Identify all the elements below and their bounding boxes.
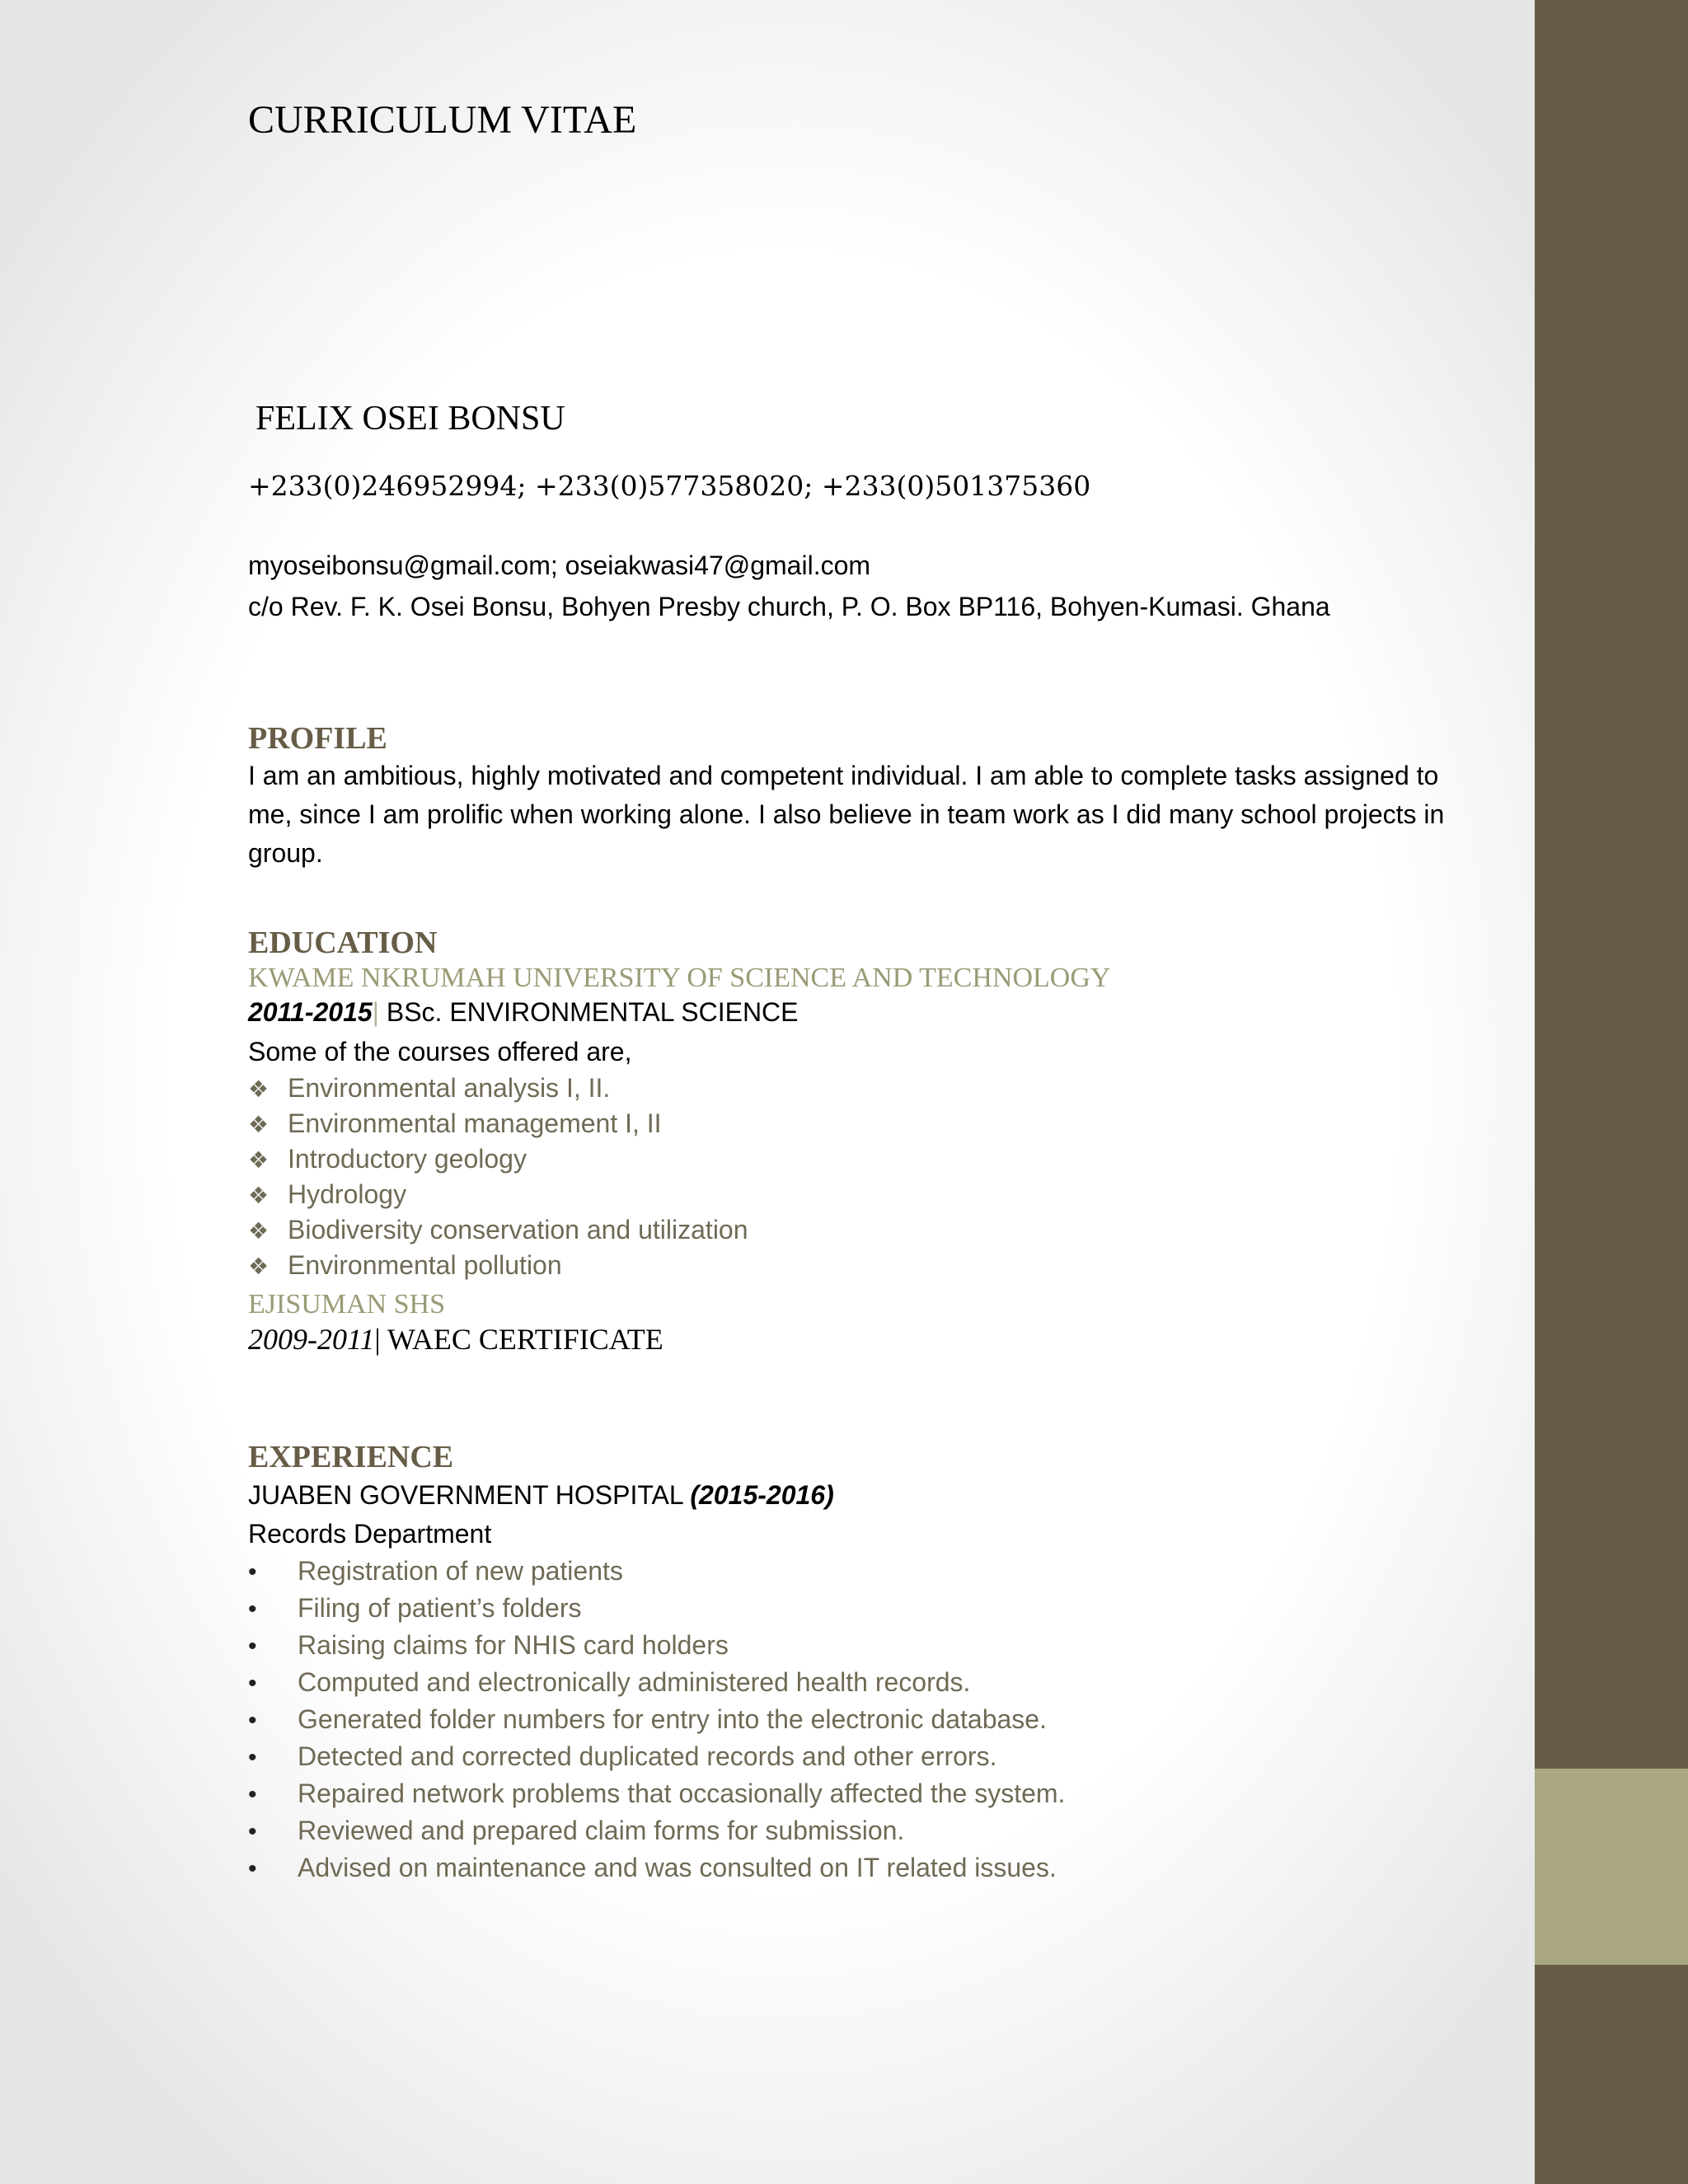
profile-heading: PROFILE — [248, 721, 387, 756]
list-item: • Filing of patient’s folders — [248, 1593, 582, 1623]
duty-list — [248, 1556, 1065, 1890]
list-item: • Raising claims for NHIS card holders — [248, 1630, 729, 1660]
diamond-bullet-icon: ❖ — [248, 1183, 270, 1208]
bullet-icon: • — [248, 1633, 257, 1660]
shs-years: 2009-2011 — [248, 1323, 375, 1356]
list-item: • Repaired network problems that occasionally affected the system. — [248, 1779, 1066, 1808]
phone-numbers: +233(0)246952994; +233(0)577358020; +233(0)501375360 — [248, 470, 1091, 502]
education-heading: EDUCATION — [248, 926, 438, 960]
bullet-icon: • — [248, 1744, 257, 1771]
diamond-bullet-icon: ❖ — [248, 1076, 270, 1102]
employer-years: (2015-2016) — [690, 1480, 834, 1510]
list-item: ❖ Environmental pollution — [248, 1250, 562, 1280]
list-item: • Registration of new patients — [248, 1556, 623, 1586]
experience-heading: EXPERIENCE — [248, 1440, 454, 1474]
shs-certificate-line — [248, 1322, 663, 1357]
degree-separator: | — [372, 997, 379, 1027]
candidate-name: FELIX OSEI BONSU — [256, 400, 565, 438]
list-item: ❖ Hydrology — [248, 1179, 407, 1209]
diamond-bullet-icon: ❖ — [248, 1254, 270, 1279]
diamond-bullet-icon: ❖ — [248, 1218, 270, 1244]
bullet-icon: • — [248, 1670, 257, 1697]
diamond-bullet-icon: ❖ — [248, 1112, 270, 1137]
bullet-icon: • — [248, 1855, 257, 1882]
list-item: • Advised on maintenance and was consulted on IT related issues. — [248, 1853, 1057, 1882]
list-item: • Generated folder numbers for entry into the electronic database. — [248, 1704, 1047, 1734]
shs-name: EJISUMAN SHS — [248, 1289, 445, 1319]
diamond-bullet-icon: ❖ — [248, 1147, 270, 1173]
list-item: ❖ Environmental analysis I, II. — [248, 1073, 611, 1103]
university-years: 2011-2015 — [248, 997, 373, 1027]
bullet-icon: • — [248, 1707, 257, 1734]
university-degree-line — [248, 997, 799, 1028]
profile-text: I am an ambitious, highly motivated and competent individual. I am able to complete tasks assigned to me, since I am prolific when working alone. I also believe in team work as I did many school projects in group. — [248, 761, 1445, 868]
shs-certificate: | WAEC CERTIFICATE — [374, 1323, 663, 1356]
course-list — [248, 1073, 748, 1286]
employer-name: JUABEN GOVERNMENT HOSPITAL — [248, 1480, 691, 1510]
employer-line — [248, 1480, 834, 1511]
document-title: CURRICULUM VITAE — [248, 98, 637, 142]
email-addresses: myoseibonsu@gmail.com; oseiakwasi47@gmail.com — [248, 551, 871, 580]
bullet-icon: • — [248, 1781, 257, 1808]
university-name: KWAME NKRUMAH UNIVERSITY OF SCIENCE AND TECHNOLOGY — [248, 963, 1111, 993]
list-item: ❖ Environmental management I, II — [248, 1108, 662, 1138]
list-item: ❖ Biodiversity conservation and utilization — [248, 1215, 748, 1244]
list-item: • Computed and electronically administered health records. — [248, 1667, 971, 1697]
bullet-icon: • — [248, 1818, 257, 1845]
list-item: ❖ Introductory geology — [248, 1144, 527, 1174]
right-sidebar-accent-block — [1535, 1769, 1688, 1965]
list-item: • Reviewed and prepared claim forms for submission. — [248, 1816, 905, 1845]
list-item: • Detected and corrected duplicated records and other errors. — [248, 1741, 997, 1771]
university-degree: BSc. ENVIRONMENTAL SCIENCE — [378, 997, 799, 1027]
postal-address: c/o Rev. F. K. Osei Bonsu, Bohyen Presby church, P. O. Box BP116, Bohyen-Kumasi. Ghana — [248, 592, 1330, 621]
bullet-icon: • — [248, 1596, 257, 1623]
department: Records Department — [248, 1519, 492, 1549]
bullet-icon: • — [248, 1558, 257, 1586]
courses-intro: Some of the courses offered are, — [248, 1037, 632, 1066]
